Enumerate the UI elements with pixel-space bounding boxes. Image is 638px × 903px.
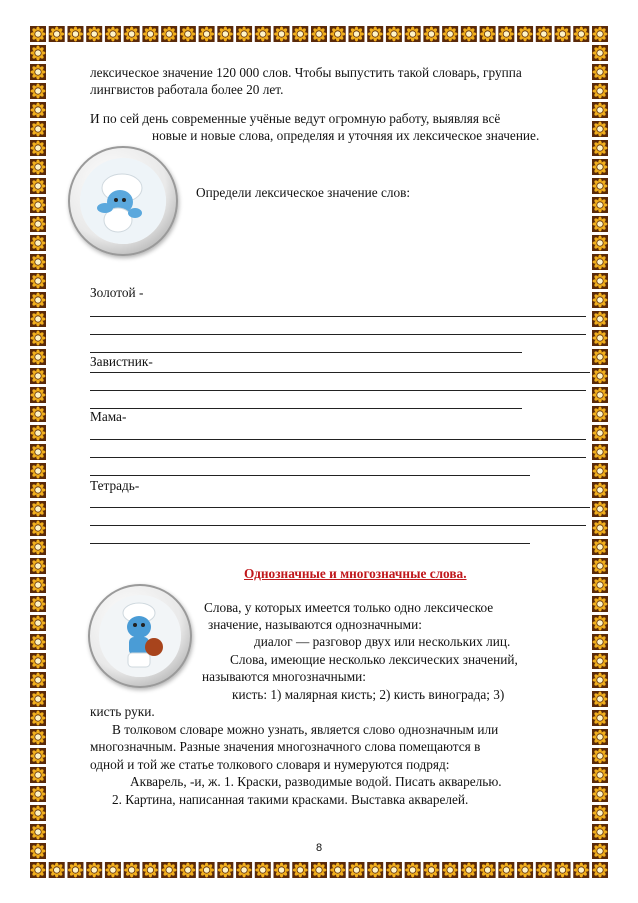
flower-icon bbox=[592, 482, 608, 498]
flower-icon bbox=[480, 862, 496, 878]
flower-icon bbox=[30, 178, 46, 194]
answer-line bbox=[90, 316, 586, 317]
flower-icon bbox=[255, 862, 271, 878]
flower-icon bbox=[30, 406, 46, 422]
flower-icon bbox=[86, 26, 102, 42]
flower-icon bbox=[30, 729, 46, 745]
flower-icon bbox=[30, 273, 46, 289]
flower-icon bbox=[461, 26, 477, 42]
flower-icon bbox=[536, 26, 552, 42]
flower-icon bbox=[348, 862, 364, 878]
smurf-medal-image-2 bbox=[88, 584, 192, 688]
flower-icon bbox=[292, 26, 308, 42]
body-line-11: Акварель, -и, ж. 1. Краски, разводимые водой. Писать акварелью. bbox=[130, 774, 502, 789]
flower-icon bbox=[592, 292, 608, 308]
flower-icon bbox=[442, 26, 458, 42]
body-line-5: называются многозначными: bbox=[202, 669, 366, 684]
flower-icon bbox=[592, 178, 608, 194]
flower-icon bbox=[30, 634, 46, 650]
flower-icon bbox=[105, 862, 121, 878]
flower-icon bbox=[67, 862, 83, 878]
flower-icon bbox=[592, 349, 608, 365]
answer-line bbox=[90, 525, 586, 526]
flower-icon bbox=[592, 501, 608, 517]
flower-icon bbox=[592, 406, 608, 422]
flower-icon bbox=[592, 26, 608, 42]
flower-icon bbox=[30, 558, 46, 574]
flower-icon bbox=[49, 862, 65, 878]
flower-icon bbox=[30, 45, 46, 61]
flower-icon bbox=[592, 786, 608, 802]
answer-line bbox=[90, 408, 522, 409]
flower-icon bbox=[592, 368, 608, 384]
word-zolotoy: Золотой - bbox=[90, 285, 144, 300]
flower-icon bbox=[30, 786, 46, 802]
task-instruction: Определи лексическое значение слов: bbox=[196, 185, 411, 200]
flower-icon bbox=[30, 349, 46, 365]
answer-line bbox=[90, 507, 590, 508]
body-line-10: одной и той же статье толкового словаря и нумеруются подряд: bbox=[90, 757, 450, 772]
flower-icon bbox=[30, 501, 46, 517]
flower-icon bbox=[592, 824, 608, 840]
flower-icon bbox=[30, 216, 46, 232]
flower-icon bbox=[30, 463, 46, 479]
flower-icon bbox=[30, 197, 46, 213]
flower-icon bbox=[592, 330, 608, 346]
flower-icon bbox=[30, 121, 46, 137]
flower-icon bbox=[592, 691, 608, 707]
flower-icon bbox=[217, 862, 233, 878]
body-line-4: Слова, имеющие несколько лексических значений, bbox=[230, 652, 518, 667]
flower-icon bbox=[161, 862, 177, 878]
flower-icon bbox=[330, 862, 346, 878]
flower-icon bbox=[30, 311, 46, 327]
intro-line-3: И по сей день современные учёные ведут огромную работу, выявляя всё bbox=[90, 111, 501, 126]
answer-line bbox=[90, 439, 586, 440]
flower-icon bbox=[105, 26, 121, 42]
smurf-icon bbox=[80, 158, 166, 244]
page-number: 8 bbox=[315, 842, 323, 854]
flower-icon bbox=[30, 235, 46, 251]
flower-icon bbox=[142, 862, 158, 878]
flower-icon bbox=[217, 26, 233, 42]
word-mama: Мама- bbox=[90, 409, 127, 424]
flower-icon bbox=[30, 596, 46, 612]
flower-icon bbox=[592, 311, 608, 327]
flower-icon bbox=[367, 862, 383, 878]
flower-icon bbox=[555, 862, 571, 878]
body-line-7: кисть руки. bbox=[90, 704, 155, 719]
answer-line bbox=[90, 372, 590, 373]
word-tetrad: Тетрадь- bbox=[90, 478, 140, 493]
flower-icon bbox=[30, 615, 46, 631]
flower-icon bbox=[236, 26, 252, 42]
flower-icon bbox=[30, 824, 46, 840]
flower-icon bbox=[124, 862, 140, 878]
flower-icon bbox=[386, 862, 402, 878]
flower-icon bbox=[30, 520, 46, 536]
flower-icon bbox=[592, 83, 608, 99]
flower-icon bbox=[461, 862, 477, 878]
flower-icon bbox=[592, 539, 608, 555]
flower-icon bbox=[405, 26, 421, 42]
flower-icon bbox=[592, 444, 608, 460]
flower-icon bbox=[555, 26, 571, 42]
flower-icon bbox=[30, 26, 46, 42]
flower-icon bbox=[592, 216, 608, 232]
flower-icon bbox=[30, 444, 46, 460]
flower-icon bbox=[592, 729, 608, 745]
flower-icon bbox=[30, 330, 46, 346]
flower-icon bbox=[442, 862, 458, 878]
flower-icon bbox=[30, 862, 46, 878]
intro-line-1: лексическое значение 120 000 слов. Чтобы выпустить такой словарь, группа bbox=[90, 65, 522, 80]
answer-line bbox=[90, 543, 530, 544]
body-line-6: кисть: 1) малярная кисть; 2) кисть винограда; 3) bbox=[232, 687, 505, 702]
flower-icon bbox=[30, 83, 46, 99]
flower-icon bbox=[592, 102, 608, 118]
flower-icon bbox=[30, 767, 46, 783]
flower-icon bbox=[423, 862, 439, 878]
flower-icon bbox=[592, 425, 608, 441]
flower-icon bbox=[30, 482, 46, 498]
flower-icon bbox=[30, 653, 46, 669]
flower-icon bbox=[311, 862, 327, 878]
body-line-8: В толковом словаре можно узнать, является слово однозначным или bbox=[112, 722, 499, 737]
flower-icon bbox=[592, 558, 608, 574]
flower-icon bbox=[274, 26, 290, 42]
flower-icon bbox=[180, 862, 196, 878]
flower-icon bbox=[592, 159, 608, 175]
flower-icon bbox=[592, 577, 608, 593]
flower-icon bbox=[161, 26, 177, 42]
flower-icon bbox=[592, 710, 608, 726]
flower-icon bbox=[274, 862, 290, 878]
body-line-3: диалог — разговор двух или нескольких лиц. bbox=[254, 634, 511, 649]
flower-icon bbox=[30, 672, 46, 688]
flower-icon bbox=[592, 862, 608, 878]
flower-icon bbox=[423, 26, 439, 42]
flower-icon bbox=[30, 292, 46, 308]
flower-icon bbox=[498, 26, 514, 42]
flower-icon bbox=[480, 26, 496, 42]
flower-icon bbox=[573, 862, 589, 878]
flower-icon bbox=[592, 254, 608, 270]
flower-icon bbox=[592, 45, 608, 61]
flower-icon bbox=[30, 102, 46, 118]
flower-icon bbox=[536, 862, 552, 878]
flower-icon bbox=[592, 805, 608, 821]
flower-icon bbox=[86, 862, 102, 878]
flower-icon bbox=[30, 805, 46, 821]
flower-icon bbox=[30, 368, 46, 384]
body-line-2: значение, называются однозначными: bbox=[208, 617, 422, 632]
body-line-12: 2. Картина, написанная такими красками. Выставка акварелей. bbox=[112, 792, 469, 807]
flower-icon bbox=[386, 26, 402, 42]
flower-icon bbox=[30, 748, 46, 764]
answer-line bbox=[90, 457, 586, 458]
flower-icon bbox=[142, 26, 158, 42]
flower-icon bbox=[592, 596, 608, 612]
smurf-icon bbox=[99, 595, 181, 677]
flower-icon bbox=[592, 615, 608, 631]
flower-icon bbox=[30, 140, 46, 156]
smurf-medal-image bbox=[68, 146, 178, 256]
flower-icon bbox=[592, 273, 608, 289]
answer-line bbox=[90, 334, 586, 335]
flower-icon bbox=[592, 121, 608, 137]
flower-icon bbox=[49, 26, 65, 42]
body-line-1: Слова, у которых имеется только одно лексическое bbox=[204, 600, 494, 615]
flower-icon bbox=[592, 64, 608, 80]
flower-icon bbox=[67, 26, 83, 42]
flower-icon bbox=[498, 862, 514, 878]
flower-icon bbox=[592, 520, 608, 536]
flower-icon bbox=[592, 235, 608, 251]
answer-line bbox=[90, 475, 530, 476]
flower-icon bbox=[236, 862, 252, 878]
flower-icon bbox=[517, 862, 533, 878]
flower-icon bbox=[199, 26, 215, 42]
flower-icon bbox=[348, 26, 364, 42]
flower-icon bbox=[30, 64, 46, 80]
flower-icon bbox=[30, 159, 46, 175]
flower-icon bbox=[592, 672, 608, 688]
flower-icon bbox=[405, 862, 421, 878]
flower-icon bbox=[311, 26, 327, 42]
flower-icon bbox=[592, 634, 608, 650]
flower-icon bbox=[592, 767, 608, 783]
flower-icon bbox=[592, 748, 608, 764]
flower-icon bbox=[517, 26, 533, 42]
flower-icon bbox=[124, 26, 140, 42]
flower-icon bbox=[292, 862, 308, 878]
body-line-9: многозначным. Разные значения многозначного слова помещаются в bbox=[90, 739, 481, 754]
intro-line-2: лингвистов работала более 20 лет. bbox=[90, 82, 284, 97]
flower-icon bbox=[30, 691, 46, 707]
flower-icon bbox=[592, 197, 608, 213]
flower-icon bbox=[30, 425, 46, 441]
flower-icon bbox=[30, 539, 46, 555]
flower-icon bbox=[30, 254, 46, 270]
flower-icon bbox=[367, 26, 383, 42]
word-zavistnik: Завистник- bbox=[90, 354, 153, 369]
answer-line bbox=[90, 352, 522, 353]
flower-icon bbox=[30, 710, 46, 726]
flower-icon bbox=[180, 26, 196, 42]
flower-icon bbox=[592, 140, 608, 156]
flower-icon bbox=[30, 577, 46, 593]
flower-icon bbox=[592, 653, 608, 669]
answer-line bbox=[90, 390, 586, 391]
flower-icon bbox=[30, 387, 46, 403]
section-heading: Однозначные и многозначные слова. bbox=[244, 566, 467, 581]
intro-line-4: новые и новые слова, определяя и уточняя их лексическое значение. bbox=[152, 128, 540, 143]
flower-icon bbox=[573, 26, 589, 42]
flower-icon bbox=[592, 387, 608, 403]
flower-icon bbox=[330, 26, 346, 42]
flower-icon bbox=[199, 862, 215, 878]
flower-icon bbox=[592, 463, 608, 479]
flower-icon bbox=[255, 26, 271, 42]
